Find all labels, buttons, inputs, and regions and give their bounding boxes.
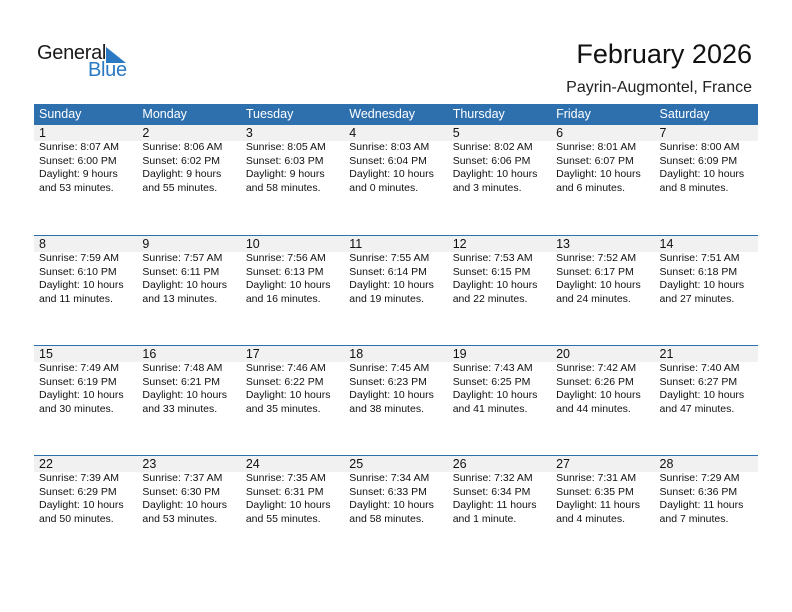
weekday-sunday: Sunday xyxy=(39,107,82,121)
daylight-text: Daylight: 10 hours xyxy=(452,279,538,291)
day-number: 5 xyxy=(452,126,460,140)
daylight-text: and 11 minutes. xyxy=(39,292,113,305)
day-info-row xyxy=(34,141,758,195)
day-cell xyxy=(344,362,447,416)
day-number: 28 xyxy=(659,457,674,471)
day-info-row xyxy=(34,252,758,306)
daylight-text: Daylight: 10 hours xyxy=(452,168,538,180)
daylight-text: and 3 minutes. xyxy=(452,181,522,194)
day-cell xyxy=(448,362,551,416)
sunrise-text: Sunrise: 7:52 AM xyxy=(556,252,637,264)
daylight-text: Daylight: 9 hours xyxy=(39,168,118,180)
sunrise-text: Sunrise: 7:29 AM xyxy=(659,472,740,484)
sunset-text: Sunset: 6:34 PM xyxy=(452,485,531,498)
sunrise-text: Sunrise: 7:43 AM xyxy=(452,362,533,374)
sunset-text: Sunset: 6:07 PM xyxy=(556,154,634,167)
sunset-text: Sunset: 6:30 PM xyxy=(142,485,221,498)
daylight-text: and 4 minutes. xyxy=(556,512,625,525)
daylight-text: and 6 minutes. xyxy=(556,181,625,194)
weekday-wednesday: Wednesday xyxy=(349,107,416,121)
daylight-text: Daylight: 10 hours xyxy=(39,499,124,511)
sunrise-text: Sunrise: 7:32 AM xyxy=(452,472,533,484)
sunrise-text: Sunrise: 7:39 AM xyxy=(39,472,119,484)
weekday-saturday: Saturday xyxy=(659,107,710,121)
sunset-text: Sunset: 6:03 PM xyxy=(245,154,324,167)
day-cell xyxy=(241,362,344,416)
daylight-text: Daylight: 10 hours xyxy=(349,279,434,291)
daylight-text: Daylight: 10 hours xyxy=(245,499,331,511)
daylight-text: and 53 minutes. xyxy=(39,181,114,194)
sunset-text: Sunset: 6:18 PM xyxy=(659,265,738,278)
daylight-text: and 16 minutes. xyxy=(245,292,321,305)
weekday-thursday: Thursday xyxy=(452,107,505,121)
day-cell xyxy=(655,141,758,195)
daylight-text: Daylight: 10 hours xyxy=(39,279,124,291)
daylight-text: Daylight: 11 hours xyxy=(659,499,744,511)
day-cell xyxy=(655,362,758,416)
sunset-text: Sunset: 6:11 PM xyxy=(142,265,220,278)
logo xyxy=(37,42,137,82)
sunset-text: Sunset: 6:23 PM xyxy=(349,375,427,388)
day-number: 1 xyxy=(39,126,46,140)
day-number: 13 xyxy=(556,237,571,251)
daylight-text: Daylight: 10 hours xyxy=(556,168,641,180)
sunrise-text: Sunrise: 8:02 AM xyxy=(452,141,533,153)
week-row xyxy=(34,125,758,235)
day-number: 24 xyxy=(245,457,260,471)
day-cell xyxy=(551,141,654,195)
sunrise-text: Sunrise: 7:56 AM xyxy=(245,252,326,264)
daylight-text: and 41 minutes. xyxy=(452,402,528,415)
daylight-text: Daylight: 11 hours xyxy=(452,499,537,511)
daylight-text: Daylight: 10 hours xyxy=(659,279,745,291)
day-number: 8 xyxy=(39,237,46,251)
sunrise-text: Sunrise: 8:07 AM xyxy=(39,141,119,153)
daylight-text: and 47 minutes. xyxy=(659,402,735,415)
daylight-text: and 24 minutes. xyxy=(556,292,631,305)
daylight-text: and 55 minutes. xyxy=(245,512,321,525)
daylight-text: and 55 minutes. xyxy=(142,181,218,194)
daylight-text: Daylight: 10 hours xyxy=(349,168,434,180)
sunrise-text: Sunrise: 7:31 AM xyxy=(556,472,637,484)
calendar-grid xyxy=(34,104,758,565)
sunset-text: Sunset: 6:31 PM xyxy=(245,485,324,498)
sunrise-text: Sunrise: 7:53 AM xyxy=(452,252,533,264)
sunrise-text: Sunrise: 8:01 AM xyxy=(556,141,637,153)
sunset-text: Sunset: 6:06 PM xyxy=(452,154,531,167)
daylight-text: Daylight: 11 hours xyxy=(556,499,640,511)
day-cell xyxy=(34,472,137,526)
day-cell xyxy=(551,362,654,416)
day-number-band xyxy=(34,456,758,472)
day-cell xyxy=(655,252,758,306)
day-number: 26 xyxy=(452,457,467,471)
day-number: 25 xyxy=(349,457,364,471)
sunrise-text: Sunrise: 7:59 AM xyxy=(39,252,119,264)
day-number: 10 xyxy=(245,237,260,251)
daylight-text: Daylight: 10 hours xyxy=(142,279,228,291)
day-cell xyxy=(448,252,551,306)
daylight-text: and 58 minutes. xyxy=(245,181,321,194)
daylight-text: and 58 minutes. xyxy=(349,512,424,525)
daylight-text: Daylight: 10 hours xyxy=(142,389,228,401)
day-number: 12 xyxy=(452,237,467,251)
day-cell xyxy=(344,141,447,195)
weekday-tuesday: Tuesday xyxy=(245,107,294,121)
weekday-monday: Monday xyxy=(142,107,187,121)
day-cell xyxy=(551,252,654,306)
day-cell xyxy=(34,362,137,416)
day-number: 15 xyxy=(39,347,53,361)
daylight-text: Daylight: 10 hours xyxy=(659,389,745,401)
day-cell xyxy=(137,362,240,416)
sunrise-text: Sunrise: 7:42 AM xyxy=(556,362,637,374)
daylight-text: and 7 minutes. xyxy=(659,512,729,525)
day-number: 17 xyxy=(245,347,260,361)
location-subtitle: Payrin-Augmontel, France xyxy=(566,79,752,96)
day-cell xyxy=(137,472,240,526)
sunset-text: Sunset: 6:29 PM xyxy=(39,485,117,498)
daylight-text: and 38 minutes. xyxy=(349,402,424,415)
day-cell xyxy=(448,141,551,195)
day-number: 16 xyxy=(142,347,157,361)
day-number-band xyxy=(34,346,758,362)
sunset-text: Sunset: 6:00 PM xyxy=(39,154,117,167)
day-info-row xyxy=(34,362,758,416)
day-number-band xyxy=(34,125,758,141)
daylight-text: and 35 minutes. xyxy=(245,402,321,415)
sunset-text: Sunset: 6:27 PM xyxy=(659,375,738,388)
day-number: 22 xyxy=(39,457,53,471)
day-number: 4 xyxy=(349,126,357,140)
day-number: 11 xyxy=(349,237,363,251)
daylight-text: Daylight: 10 hours xyxy=(556,279,641,291)
weekday-friday: Friday xyxy=(556,107,591,121)
week-row xyxy=(34,455,758,565)
sunrise-text: Sunrise: 7:51 AM xyxy=(659,252,740,264)
day-number: 6 xyxy=(556,126,564,140)
sunset-text: Sunset: 6:33 PM xyxy=(349,485,427,498)
weekday-header xyxy=(34,104,758,125)
day-number: 19 xyxy=(452,347,467,361)
day-cell xyxy=(655,472,758,526)
day-cell xyxy=(34,252,137,306)
sunrise-text: Sunrise: 8:03 AM xyxy=(349,141,430,153)
day-number: 20 xyxy=(556,347,571,361)
daylight-text: and 13 minutes. xyxy=(142,292,218,305)
day-cell xyxy=(137,252,240,306)
day-number: 3 xyxy=(245,126,253,140)
sunset-text: Sunset: 6:19 PM xyxy=(39,375,117,388)
sunrise-text: Sunrise: 8:06 AM xyxy=(142,141,223,153)
daylight-text: and 44 minutes. xyxy=(556,402,631,415)
daylight-text: and 22 minutes. xyxy=(452,292,528,305)
daylight-text: Daylight: 10 hours xyxy=(245,279,331,291)
day-number: 14 xyxy=(659,237,674,251)
sunset-text: Sunset: 6:09 PM xyxy=(659,154,738,167)
sunset-text: Sunset: 6:02 PM xyxy=(142,154,221,167)
day-cell xyxy=(241,141,344,195)
daylight-text: Daylight: 10 hours xyxy=(556,389,641,401)
sunset-text: Sunset: 6:13 PM xyxy=(245,265,324,278)
day-cell xyxy=(137,141,240,195)
daylight-text: Daylight: 9 hours xyxy=(245,168,325,180)
day-cell xyxy=(241,252,344,306)
daylight-text: Daylight: 10 hours xyxy=(39,389,124,401)
day-cell xyxy=(344,472,447,526)
daylight-text: Daylight: 10 hours xyxy=(452,389,538,401)
daylight-text: and 53 minutes. xyxy=(142,512,218,525)
sunrise-text: Sunrise: 8:05 AM xyxy=(245,141,326,153)
sunrise-text: Sunrise: 7:57 AM xyxy=(142,252,223,264)
sunset-text: Sunset: 6:04 PM xyxy=(349,154,427,167)
sunrise-text: Sunrise: 7:37 AM xyxy=(142,472,223,484)
daylight-text: and 27 minutes. xyxy=(659,292,735,305)
daylight-text: and 33 minutes. xyxy=(142,402,218,415)
day-cell xyxy=(344,252,447,306)
sunset-text: Sunset: 6:15 PM xyxy=(452,265,531,278)
logo-word-general: General xyxy=(37,42,107,64)
daylight-text: Daylight: 10 hours xyxy=(659,168,745,180)
sunrise-text: Sunrise: 7:34 AM xyxy=(349,472,430,484)
sunrise-text: Sunrise: 7:46 AM xyxy=(245,362,326,374)
week-row xyxy=(34,235,758,345)
logo-word-blue: Blue xyxy=(88,59,127,81)
day-number: 23 xyxy=(142,457,157,471)
day-cell xyxy=(34,141,137,195)
daylight-text: and 19 minutes. xyxy=(349,292,424,305)
sunrise-text: Sunrise: 8:00 AM xyxy=(659,141,740,153)
daylight-text: and 8 minutes. xyxy=(659,181,729,194)
sunset-text: Sunset: 6:10 PM xyxy=(39,265,117,278)
sunset-text: Sunset: 6:22 PM xyxy=(245,375,324,388)
day-number: 18 xyxy=(349,347,364,361)
sunset-text: Sunset: 6:25 PM xyxy=(452,375,531,388)
daylight-text: and 1 minute. xyxy=(452,512,517,525)
weeks-container xyxy=(34,125,758,565)
daylight-text: Daylight: 10 hours xyxy=(349,499,434,511)
sunset-text: Sunset: 6:35 PM xyxy=(556,485,634,498)
sunrise-text: Sunrise: 7:45 AM xyxy=(349,362,430,374)
day-info-row xyxy=(34,472,758,526)
sunrise-text: Sunrise: 7:40 AM xyxy=(659,362,740,374)
sunset-text: Sunset: 6:21 PM xyxy=(142,375,221,388)
daylight-text: and 50 minutes. xyxy=(39,512,114,525)
day-number: 9 xyxy=(142,237,150,251)
daylight-text: and 0 minutes. xyxy=(349,181,419,194)
sunset-text: Sunset: 6:14 PM xyxy=(349,265,427,278)
daylight-text: and 30 minutes. xyxy=(39,402,114,415)
page-title: February 2026 xyxy=(576,39,752,69)
day-cell xyxy=(448,472,551,526)
sunset-text: Sunset: 6:26 PM xyxy=(556,375,634,388)
daylight-text: Daylight: 10 hours xyxy=(349,389,434,401)
day-number: 2 xyxy=(142,126,150,140)
daylight-text: Daylight: 10 hours xyxy=(142,499,228,511)
day-cell xyxy=(241,472,344,526)
sunrise-text: Sunrise: 7:35 AM xyxy=(245,472,326,484)
daylight-text: Daylight: 10 hours xyxy=(245,389,331,401)
day-number-band xyxy=(34,236,758,252)
sunset-text: Sunset: 6:36 PM xyxy=(659,485,738,498)
day-number: 7 xyxy=(659,126,667,140)
sunset-text: Sunset: 6:17 PM xyxy=(556,265,634,278)
daylight-text: Daylight: 9 hours xyxy=(142,168,222,180)
day-number: 21 xyxy=(659,347,674,361)
sunrise-text: Sunrise: 7:49 AM xyxy=(39,362,119,374)
week-row xyxy=(34,345,758,455)
sunrise-text: Sunrise: 7:48 AM xyxy=(142,362,223,374)
day-cell xyxy=(551,472,654,526)
day-number: 27 xyxy=(556,457,571,471)
sunrise-text: Sunrise: 7:55 AM xyxy=(349,252,430,264)
